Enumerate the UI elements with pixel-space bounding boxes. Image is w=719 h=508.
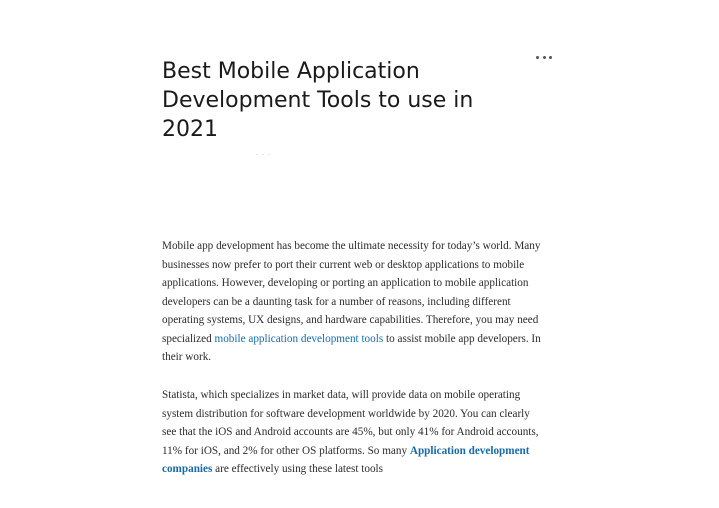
text-line: Mobile app development has become the ultimate necessity for today’s world. Many: [162, 240, 541, 252]
text-line: their work.: [162, 351, 212, 363]
text-segment: 11% for iOS, and 2% for other OS platforms. So many: [162, 444, 410, 457]
menu-dot: [549, 56, 552, 59]
mobile-app-tools-link[interactable]: mobile application development tools: [214, 332, 384, 345]
article-title-line: Development Tools to use in: [162, 88, 474, 113]
paragraph-statista: [162, 386, 562, 479]
text-line: applications. However, developing or porting an application to mobile application: [162, 277, 529, 289]
text-line: [162, 330, 562, 349]
more-options-icon[interactable]: [536, 52, 552, 62]
paragraph-intro: [162, 237, 562, 367]
article-title-line: Best Mobile Application: [162, 59, 420, 84]
text-line: system distribution for software development worldwide by 2020. You can clearly: [162, 407, 530, 420]
text-line: developers can be a daunting task for a number of reasons, including different: [162, 295, 511, 308]
text-segment: specialized: [162, 332, 215, 345]
text-line: businesses now prefer to port their current web or desktop applications to mobile: [162, 258, 525, 271]
text-line: [162, 442, 562, 461]
text-segment: are effectively using these latest tools: [212, 463, 384, 475]
article-title-line: 2021: [162, 117, 218, 142]
app-dev-companies-link[interactable]: Application development: [409, 444, 530, 457]
text-line: see that the iOS and Android accounts are 45%, but only 41% for Android accounts,: [162, 426, 539, 438]
article-title: [162, 57, 522, 144]
title-separator: [256, 154, 270, 156]
app-dev-companies-link[interactable]: companies: [162, 463, 213, 475]
text-line: Statista, which specializes in market data, will provide data on mobile operating: [162, 389, 521, 401]
menu-dot: [536, 56, 539, 59]
text-line: operating systems, UX designs, and hardware capabilities. Therefore, you may need: [162, 314, 539, 326]
menu-dot: [543, 56, 546, 59]
text-line: [162, 460, 562, 479]
text-segment: to assist mobile app developers. In: [383, 332, 541, 345]
